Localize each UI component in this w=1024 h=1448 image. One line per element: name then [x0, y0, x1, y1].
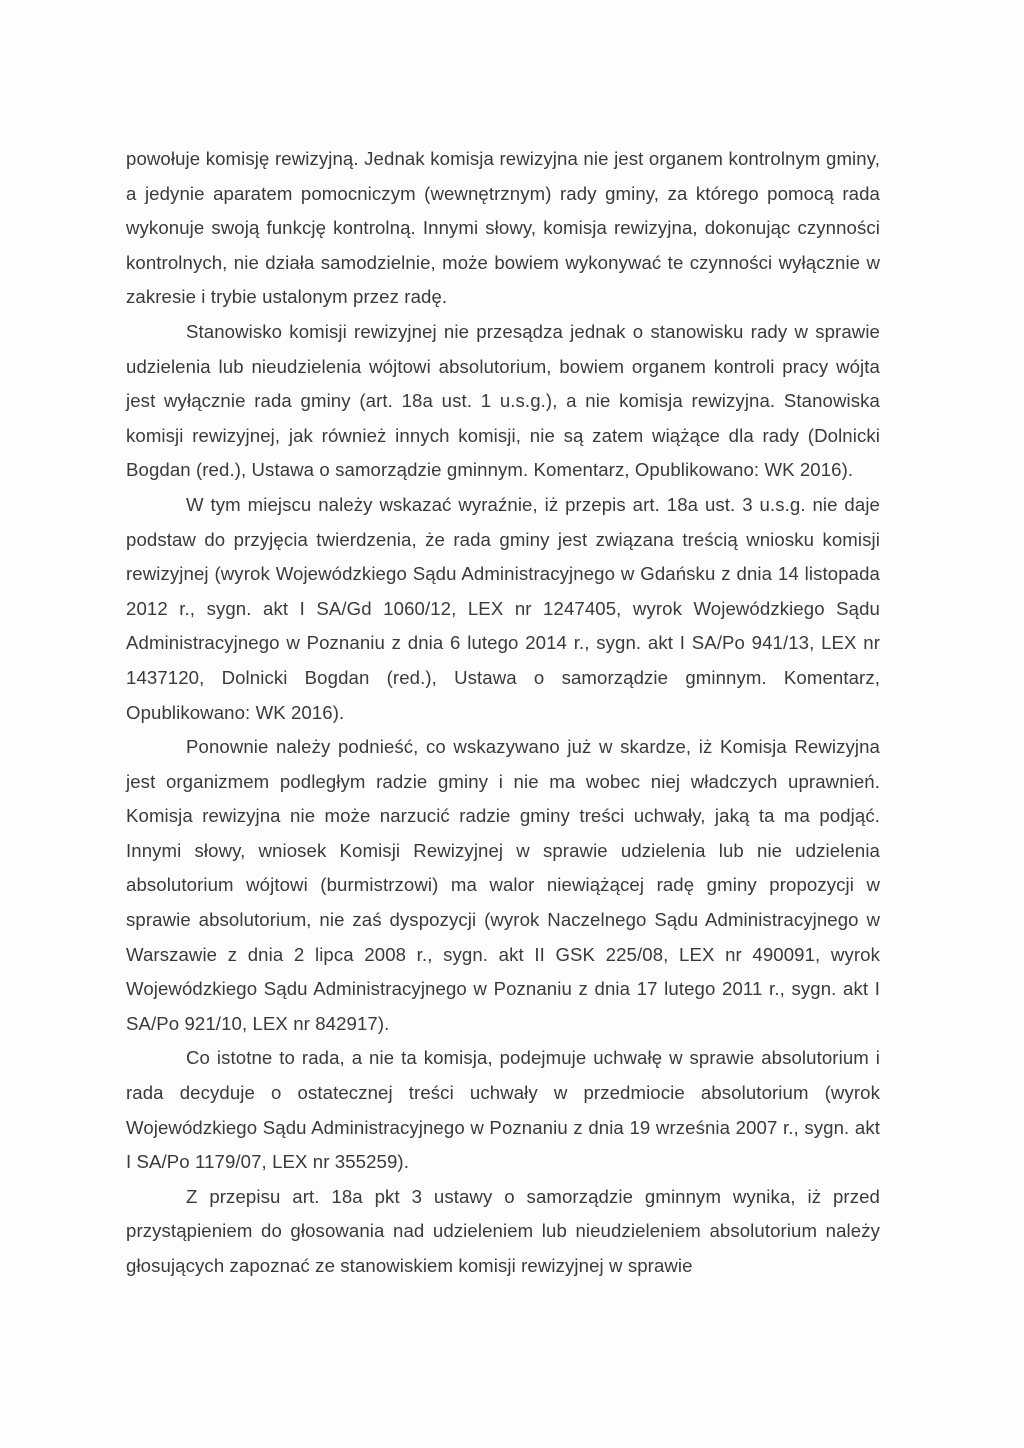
document-body — [126, 142, 880, 1284]
paragraph-2: Stanowisko komisji rewizyjnej nie przesądza jednak o stanowisku rady w sprawie udzielenia lub nieudzielenia wójtowi absolutorium, bowiem organem kontroli pracy wójta jest wyłącznie rada gminy (art. 18a ust. 1 u.s.g.), a nie komisja rewizyjna. Stanowiska komisji rewizyjnej, jak również innych komisji, nie są zatem wiążące dla rady (Dolnicki Bogdan (red.), Ustawa o samorządzie gminnym. Komentarz, Opublikowano: WK 2016). — [126, 320, 880, 481]
paragraph-6: Z przepisu art. 18a pkt 3 ustawy o samorządzie gminnym wynika, iż przed przystąpieniem do głosowania nad udzieleniem lub nieudzieleniem absolutorium należy głosujących zapoznać ze stanowiskiem komisji rewizyjnej w sprawie — [126, 1185, 880, 1276]
paragraph-4: Ponownie należy podnieść, co wskazywano już w skardze, iż Komisja Rewizyjna jest organizmem podległym radzie gminy i nie ma wobec niej władczych uprawnień. Komisja rewizyjna nie może narzucić radzie gminy treści uchwały, jaką ta ma podjąć. Innymi słowy, wniosek Komisji Rewizyjnej w sprawie udzielenia lub nie udzielenia absolutorium wójtowi (burmistrzowi) ma walor niewiążącej radę gminy propozycji w sprawie absolutorium, nie zaś dyspozycji (wyrok Naczelnego Sądu Administracyjnego w Warszawie z dnia 2 lipca 2008 r., sygn. akt II GSK 225/08, LEX nr 490091, wyrok Wojewódzkiego Sądu Administracyjnego w Poznaniu z dnia 17 lutego 2011 r., sygn. akt I SA/Po 921/10, LEX nr 842917). — [126, 736, 880, 1034]
paragraph-1: powołuje komisję rewizyjną. Jednak komisja rewizyjna nie jest organem kontrolnym gminy, a jedynie aparatem pomocniczym (wewnętrznym) rady gminy, za którego pomocą rada wykonuje swoją funkcję kontrolną. Innymi słowy, komisja rewizyjna, dokonując czynności kontrolnych, nie działa samodzielnie, może bowiem wykonywać te czynności wyłącznie w zakresie i trybie ustalonym przez radę. — [126, 148, 880, 308]
paragraph-3: W tym miejscu należy wskazać wyraźnie, iż przepis art. 18a ust. 3 u.s.g. nie daje podstaw do przyjęcia twierdzenia, że rada gminy jest związana treścią wniosku komisji rewizyjnej (wyrok Wojewódzkiego Sądu Administracyjnego w Gdańsku z dnia 14 listopada 2012 r., sygn. akt I SA/Gd 1060/12, LEX nr 1247405, wyrok Wojewódzkiego Sądu Administracyjnego w Poznaniu z dnia 6 lutego 2014 r., sygn. akt I SA/Po 941/13, LEX nr 1437120, Dolnicki Bogdan (red.), Ustawa o samorządzie gminnym. Komentarz, Opublikowano: WK 2016). — [126, 493, 880, 723]
paragraph-5: Co istotne to rada, a nie ta komisja, podejmuje uchwałę w sprawie absolutorium i rada decyduje o ostatecznej treści uchwały w przedmiocie absolutorium (wyrok Wojewódzkiego Sądu Administracyjnego w Poznaniu z dnia 19 września 2007 r., sygn. akt I SA/Po 1179/07, LEX nr 355259). — [126, 1047, 880, 1173]
